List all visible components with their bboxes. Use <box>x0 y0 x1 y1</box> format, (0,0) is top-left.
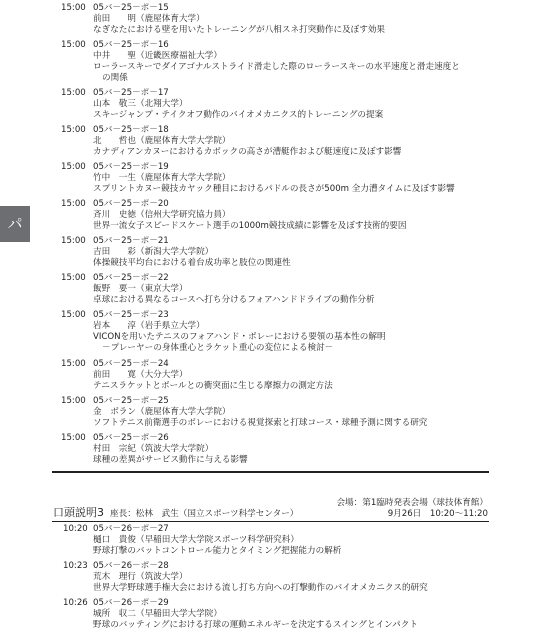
entry-title: 野球のバッティングにおける打球の運動エネルギーを決定するスイングとインパクト <box>93 620 418 630</box>
entry-title: スキージャンプ・テイクオフ動作のバイオメカニクス的トレーニングの提案 <box>93 110 384 120</box>
entry-subtitle: －プレーヤーの身体重心とラケット重心の変位による検討－ <box>102 343 334 353</box>
entry-code: 05バ－26－ポ－29 <box>93 598 169 608</box>
entry-title: カナディアンカヌーにおけるカボックの高さが漕艇作および艇速度に及ぼす影響 <box>93 147 402 157</box>
entry-title: テニスラケットとボールとの衝突面に生じる摩擦力の測定方法 <box>93 381 333 391</box>
entry-code: 05バ－25－ポ－26 <box>93 433 169 443</box>
session-date: 9月26日 10:20～11:20 <box>387 509 488 519</box>
entry-author: 荒木 理行（筑波大学） <box>93 572 188 582</box>
entry-time: 15:00 <box>61 199 86 209</box>
entry-author: 吉田 彩（新潟大学大学院） <box>93 247 214 257</box>
entry-time: 15:00 <box>61 40 86 50</box>
entry-time: 15:00 <box>61 396 86 406</box>
entry-author: 前田 寛（大分大学） <box>93 370 188 380</box>
entry-author: 斉川 史徳（信州大学研究協力員） <box>93 210 231 220</box>
entry-author: 竹中 一生（鹿屋体育大学大学院） <box>93 173 231 183</box>
entry-code: 05バ－25－ポ－17 <box>93 88 169 98</box>
entry-code: 05バ－25－ポ－23 <box>93 310 169 320</box>
entry-author: 金 ボラン（鹿屋体育大学大学院） <box>93 407 231 417</box>
entry-time: 10:20 <box>63 524 88 534</box>
entry-time: 15:00 <box>61 359 86 369</box>
entry-author: 中井 聖（近畿医療福祉大学） <box>93 51 222 61</box>
session-chair: 座長：松林 武生（国立スポーツ科学センター） <box>110 509 299 519</box>
entry-title: 卓球における異なるコースへ打ち分けるフォアハンドドライブの動作分析 <box>93 295 375 305</box>
entry-code: 05バ－25－ポ－16 <box>93 40 169 50</box>
entry-title: ローラースキーでダイアゴナルストライド滑走した際のローラースキーの水平速度と滑走速度と <box>93 62 460 72</box>
entry-time: 15:00 <box>61 125 86 135</box>
entry-code: 05バ－25－ポ－24 <box>93 359 169 369</box>
section-tab: パ <box>0 206 30 242</box>
entry-time: 10:26 <box>63 598 88 608</box>
entry-code: 05バ－25－ポ－15 <box>93 3 169 13</box>
entry-code: 05バ－25－ポ－21 <box>93 236 169 246</box>
entry-time: 15:00 <box>61 236 86 246</box>
session-title: 口頭説明3 <box>53 506 104 519</box>
entry-code: 05バ－26－ポ－27 <box>93 524 169 534</box>
entry-author: 村田 宗紀（筑波大学大学院） <box>93 444 214 454</box>
entry-time: 15:00 <box>61 433 86 443</box>
entry-code: 05バ－25－ポ－19 <box>93 162 169 172</box>
entry-code: 05バ－25－ポ－25 <box>93 396 169 406</box>
session-venue: 会場：第1臨時発表会場（球技体育館） <box>336 498 488 508</box>
entry-title: 野球打撃のバットコントロール能力とタイミング把握能力の解析 <box>93 546 342 556</box>
entry-author: 前田 明（鹿屋体育大学） <box>93 14 205 24</box>
entry-title: なぎなたにおける壁を用いたトレーニングが八相スネ打突動作に及ぼす効果 <box>93 25 386 35</box>
entry-code: 05バ－25－ポ－18 <box>93 125 169 135</box>
entry-title: 世界大学野球選手権大会における流し打ち方向への打撃動作のバイオメカニクス的研究 <box>93 583 428 593</box>
entry-title: 体操競技平均台における着台成功率と肢位の関連性 <box>93 258 291 268</box>
entry-time: 15:00 <box>61 162 86 172</box>
entry-author: 岩本 淳（岩手県立大学） <box>93 321 205 331</box>
entry-author: 城所 収二（早稲田大学大学院） <box>93 609 222 619</box>
entry-code: 05バ－25－ポ－22 <box>93 273 169 283</box>
entry-title: 球種の差異がサービス動作に与える影響 <box>93 455 248 465</box>
entry-author: 飯野 要一（東京大学） <box>93 284 188 294</box>
entry-time: 15:00 <box>61 273 86 283</box>
entry-title: 世界一流女子スピードスケート選手の1000m競技成績に影響を及ぼす技術的要因 <box>93 221 407 231</box>
entry-time: 10:23 <box>63 561 88 571</box>
session-heading <box>53 506 298 521</box>
session-rule <box>52 521 489 522</box>
entry-title: スプリントカヌー競技カヤック種目におけるパドルの長さが500m 全力漕タイムに及ぼす影響 <box>93 184 455 194</box>
entry-code: 05バ－26－ポ－28 <box>93 561 169 571</box>
entry-title: ソフトテニス前衛選手のボレーにおける視覚探索と打球コース・球種予測に関する研究 <box>93 418 428 428</box>
entry-author: 樋口 貴俊（早稲田大学大学院スポーツ科学研究科） <box>93 535 299 545</box>
entry-title: VICONを用いたテニスのフォアハンド・ボレーにおける要領の基本性の解明 <box>93 332 386 342</box>
entry-time: 15:00 <box>61 88 86 98</box>
entry-title-cont: の関係 <box>102 73 128 83</box>
entry-author: 北 哲也（鹿屋体育大学大学院） <box>93 136 231 146</box>
entry-time: 15:00 <box>61 3 86 13</box>
section-divider <box>52 471 489 473</box>
entry-time: 15:00 <box>61 310 86 320</box>
entry-author: 山本 敬三（北翔大学） <box>93 99 188 109</box>
entry-code: 05バ－25－ポ－20 <box>93 199 169 209</box>
